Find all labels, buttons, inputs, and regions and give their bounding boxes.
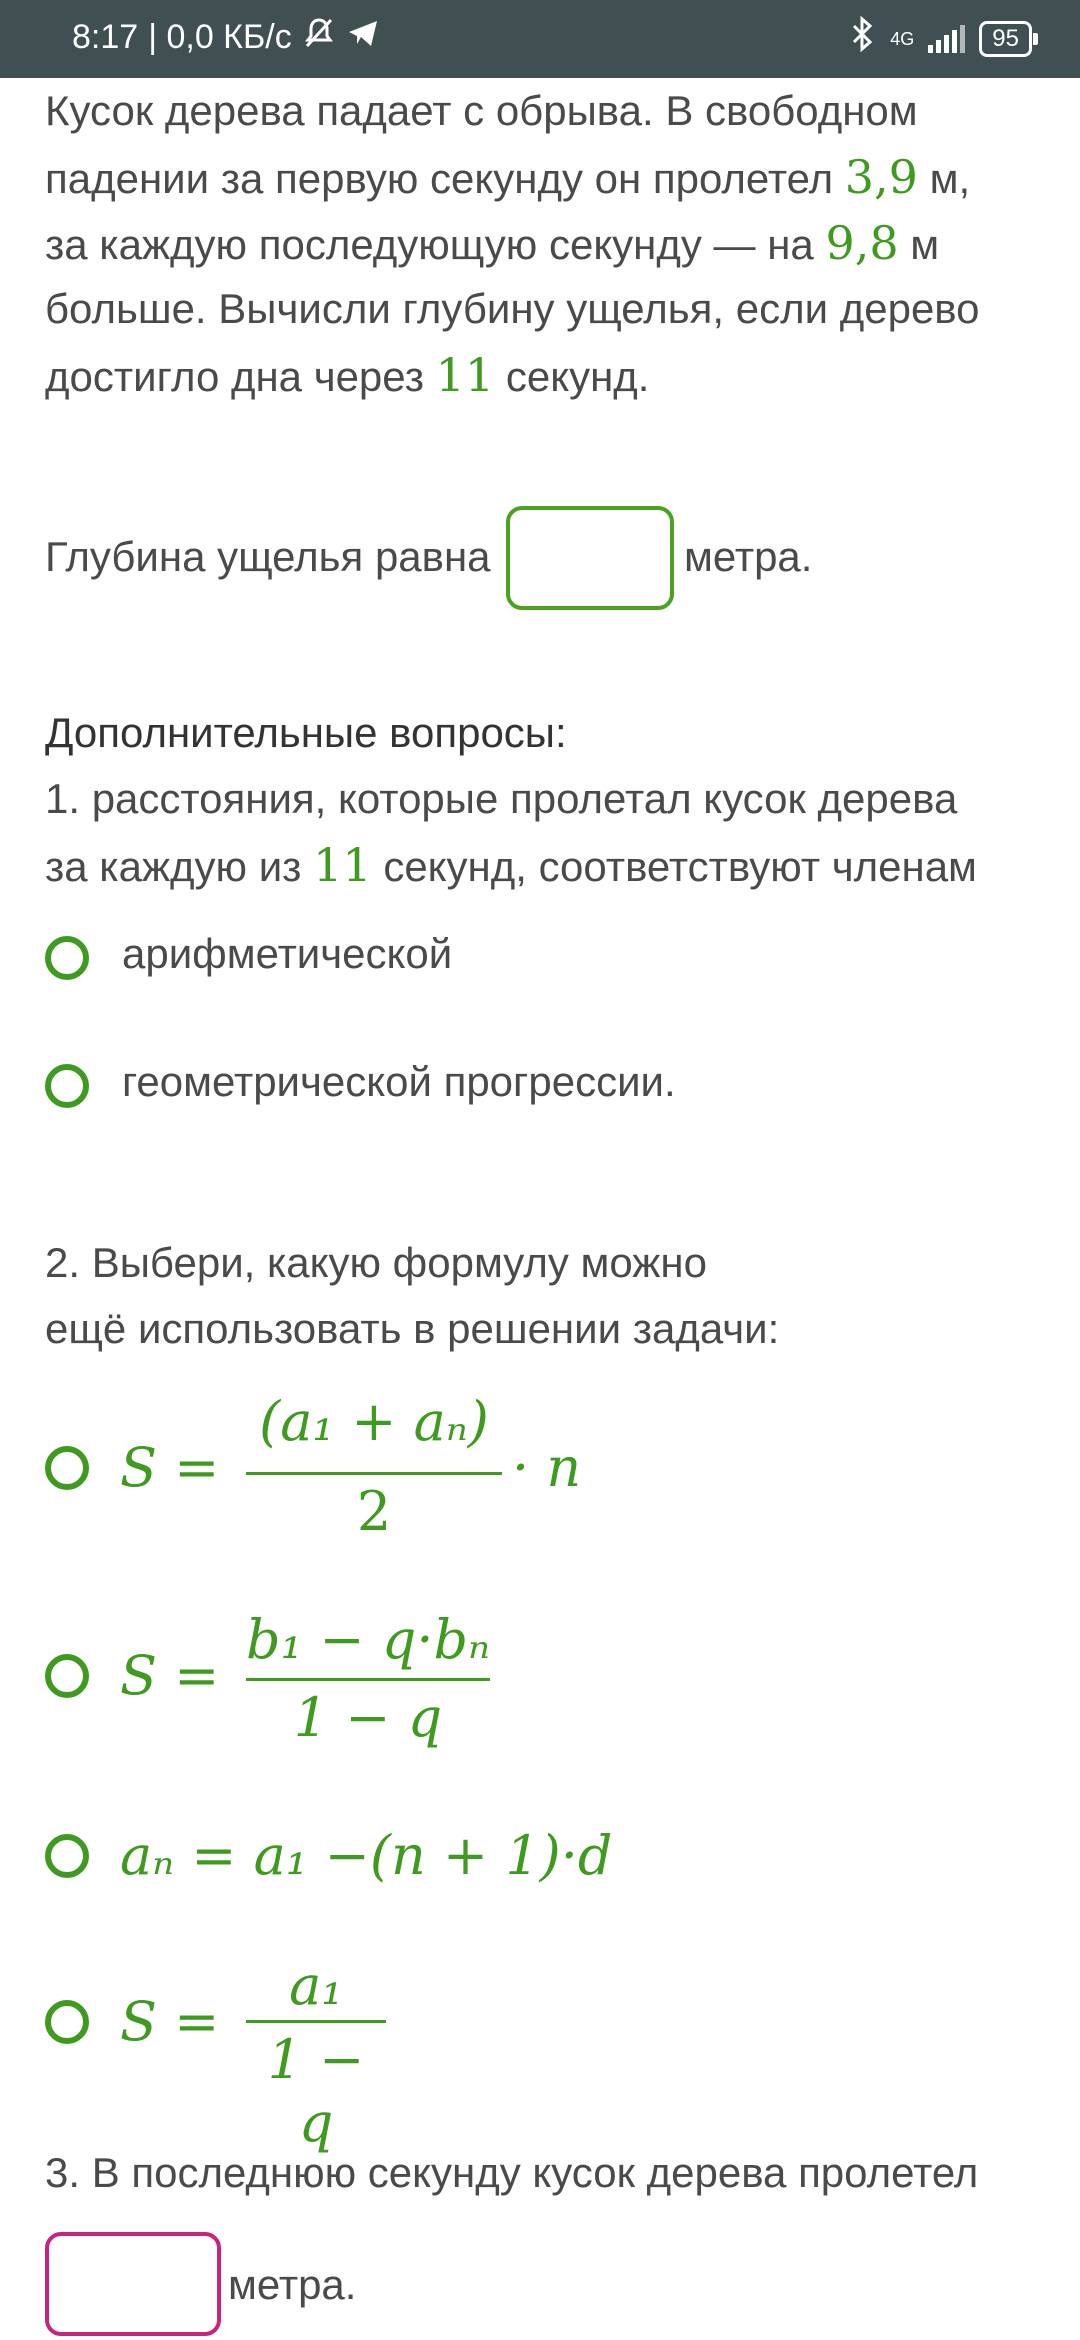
option-geometric-label: геометрической прогрессии. (122, 1058, 676, 1105)
question-1-line-2 (45, 832, 977, 900)
status-time: 8:17 (72, 18, 139, 56)
battery-level: 95 (992, 24, 1019, 52)
telegram-icon (346, 16, 380, 59)
status-speed: | 0,0 КБ/с (148, 18, 292, 56)
question-text: за каждую из (45, 843, 314, 890)
option-arithmetic-label: арифметической (122, 930, 453, 977)
radio-formula-3[interactable] (45, 1834, 89, 1878)
radio-formula-4[interactable] (45, 2000, 89, 2044)
formula-2-fraction (246, 1608, 490, 1758)
question-3-text: 3. В последнюю секунду кусок дерева пролетел (45, 2149, 979, 2196)
problem-text: достигло дна через (45, 353, 436, 400)
status-bar (0, 0, 1080, 78)
formula-1-fraction (246, 1390, 502, 1543)
question-3-suffix: метра. (228, 2261, 357, 2308)
formula-4-fraction (246, 1954, 386, 2154)
question-text: секунд, соответствуют членам (371, 843, 977, 890)
question-2-line-2: ещё использовать в решении задачи: (45, 1305, 780, 1352)
fraction-bar (246, 1472, 502, 1475)
question-1-line-1: 1. расстояния, которые пролетал кусок дерева (45, 775, 958, 822)
problem-line-2 (45, 144, 970, 212)
problem-line-5 (45, 342, 649, 410)
problem-text: Кусок дерева падает с обрыва. В свободном (45, 87, 918, 134)
value-first-second: 3,9 (844, 150, 918, 204)
answer-prefix: Глубина ущелья равна (45, 533, 491, 580)
problem-line-1 (45, 78, 918, 144)
formula-3: aₙ = a₁ −(n + 1)·d (120, 1824, 613, 1887)
radio-arithmetic[interactable] (45, 936, 89, 980)
question-2-line-1: 2. Выбери, какую формулу можно (45, 1239, 707, 1286)
battery-icon (979, 21, 1032, 57)
problem-text: секунд. (494, 353, 650, 400)
formula-1-lhs: S = (120, 1436, 220, 1499)
formula-1-denominator: 2 (356, 1480, 392, 1543)
fraction-bar (246, 2020, 386, 2023)
radio-formula-1[interactable] (45, 1446, 89, 1490)
additional-heading: Дополнительные вопросы: (45, 709, 567, 756)
radio-formula-2[interactable] (45, 1654, 89, 1698)
mute-icon (302, 16, 336, 59)
problem-text: за каждую последующую секунду — на (45, 221, 826, 268)
formula-1-tail: · n (512, 1436, 582, 1499)
formula-2-denominator: 1 − q (293, 1686, 443, 1749)
formula-2-numerator: b₁ − q·bₙ (246, 1608, 490, 1671)
formula-4-numerator: a₁ (289, 1954, 343, 2017)
problem-text: больше. Вычисли глубину ущелья, если дерево (45, 285, 980, 332)
problem-line-4 (45, 276, 980, 342)
depth-answer-input[interactable] (506, 506, 674, 610)
problem-line-3 (45, 210, 939, 278)
radio-geometric[interactable] (45, 1064, 89, 1108)
formula-4-lhs: S = (120, 1990, 220, 2053)
problem-text: м (898, 221, 940, 268)
value-seconds: 11 (435, 348, 495, 402)
formula-1-numerator: (a₁ + aₙ) (259, 1390, 489, 1453)
network-type: 4G (890, 28, 915, 49)
answer-suffix: метра. (684, 533, 813, 580)
signal-icon (928, 25, 965, 53)
problem-text: м, (917, 155, 971, 202)
formula-2-lhs: S = (120, 1644, 220, 1707)
fraction-bar (246, 1678, 490, 1681)
formula-4-denominator: 1 − q (267, 2028, 365, 2154)
bluetooth-icon (850, 16, 876, 61)
last-second-answer-input[interactable] (45, 2232, 221, 2336)
value-increment: 9,8 (825, 216, 899, 270)
problem-text: падении за первую секунду он пролетел (45, 155, 845, 202)
value-seconds: 11 (313, 838, 372, 892)
